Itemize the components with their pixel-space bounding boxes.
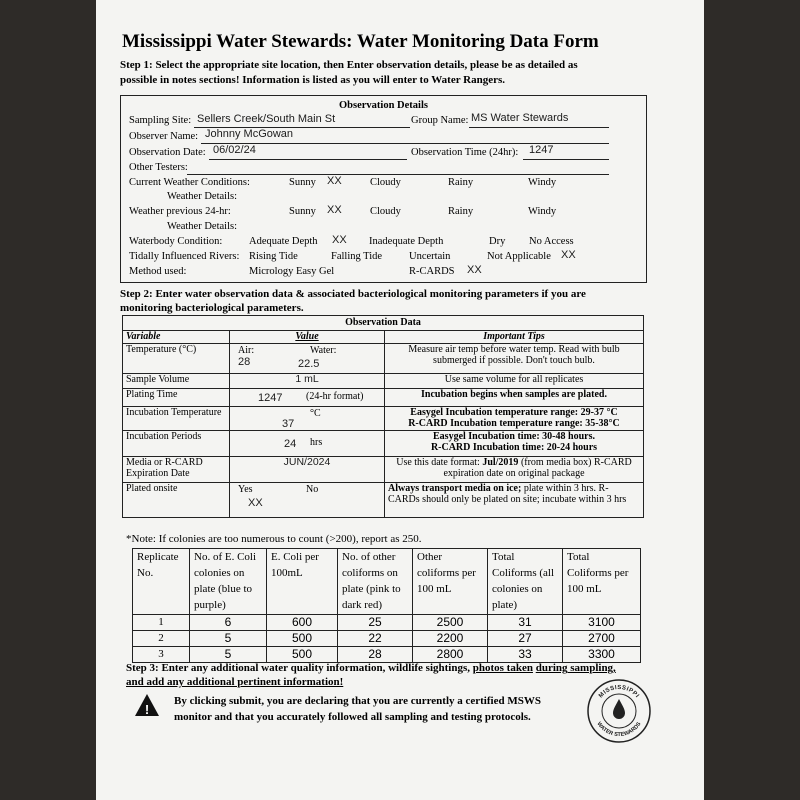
step3-seg4: sampling, and add any additional pertinent information! [126,662,616,688]
waterbody-mark: XX [332,234,347,246]
observation-details-box [120,95,647,283]
observer-name-input[interactable]: Johnny McGowan [205,128,294,140]
incubation-period-tip-easygel: Easygel Incubation time: 30-48 hours. [433,431,595,442]
method-rcards[interactable]: R-CARDS [409,266,455,277]
replicate-number: 3 [133,647,190,663]
tidal-uncertain[interactable]: Uncertain [409,251,451,262]
weather-prev-cloudy[interactable]: Cloudy [370,206,401,217]
header-ecoli-colonies: No. of E. Coli colonies on plate (blue to purple) [190,549,267,615]
temperature-value-cell [230,344,385,374]
tidal-na[interactable]: Not Applicable [487,251,551,262]
tidal-label: Tidally Influenced Rivers: [129,251,240,262]
step2-line2: monitoring bacteriological parameters. [120,302,304,314]
media-expiration-tip [385,457,644,483]
step3-seg1: Step 3: Enter any additional water quality information, wildlife sightings, [126,662,473,674]
current-weather-sunny[interactable]: Sunny [289,177,316,188]
temperature-tip: Measure air temp before water temp. Read with bulb submerged if possible. Don't touch bulb. [385,344,644,374]
plated-mark: XX [248,497,263,509]
col-value: Value [230,331,385,344]
temperature-label: Temperature (°C) [123,344,230,374]
step1-line2: possible in notes sections! Information is listed as you will enter to Water Rangers. [120,74,506,86]
observation-time-label: Observation Time (24hr): [411,147,519,158]
plating-time-format: (24-hr format) [306,391,364,402]
tidal-falling[interactable]: Falling Tide [331,251,383,262]
weather-prev-details-label: Weather Details: [167,221,237,232]
col-variable: Variable [123,331,230,344]
colonies-note: *Note: If colonies are too numerous to count (>200), report as 250. [126,533,422,545]
table-row [133,615,641,631]
header-total-colonies: Total Coliforms (all colonies on plate) [488,549,563,615]
weather-prev-label: Weather previous 24-hr: [129,206,231,217]
ecoli-colonies-cell[interactable]: 5 [190,631,267,647]
table-row [133,631,641,647]
incubation-temp-label: Incubation Temperature [123,407,230,431]
plating-time-input[interactable]: 1247 [258,392,283,404]
ecoli-colonies-cell[interactable]: 6 [190,615,267,631]
step2-line1: Step 2: Enter water observation data & associated bacteriological monitoring parameters if you are [120,288,586,300]
plated-yes[interactable]: Yes [238,484,253,495]
col-tips: Important Tips [385,331,644,344]
ecoli-per-100ml-cell[interactable]: 500 [267,631,338,647]
step3-photos: photos taken [472,662,533,674]
weather-prev-mark: XX [327,204,342,216]
incubation-period-input[interactable]: 24 [284,438,297,450]
other-per-100ml-cell[interactable]: 2800 [413,647,488,663]
sampling-site-input[interactable]: Sellers Creek/South Main St [197,113,336,125]
observer-name-label: Observer Name: [129,131,199,142]
total-colonies-cell[interactable]: 27 [488,631,563,647]
plated-tip-bold: Always transport media on ice; [388,483,522,494]
other-colonies-cell[interactable]: 25 [338,615,413,631]
plated-no[interactable]: No [306,484,319,495]
waterbody-dry[interactable]: Dry [489,236,506,247]
header-ecoli-per-100ml: E. Coli per 100mL [267,549,338,615]
step1-line1: Step 1: Select the appropriate site location, then Enter observation details, please be as detailed as [120,59,578,71]
observation-date-input[interactable]: 06/02/24 [213,144,256,156]
warning-icon [134,693,160,717]
disclaimer-line1: By clicking submit, you are declaring that you are currently a certified MSWS [174,695,541,707]
replicate-number: 1 [133,615,190,631]
incubation-temp-tip-easygel: Easygel Incubation temperature range: 29-37 °C [410,407,618,418]
water-label: Water: [310,345,337,356]
incubation-temp-tip [385,407,644,431]
disclaimer [174,693,541,725]
header-other-per-100ml: Other coliforms per 100 mL [413,549,488,615]
weather-prev-rainy[interactable]: Rainy [448,206,474,217]
form-page [96,0,704,800]
tidal-rising[interactable]: Rising Tide [249,251,298,262]
step3-during: during [535,662,568,674]
sample-volume-tip: Use same volume for all replicates [385,374,644,389]
method-label: Method used: [129,266,187,277]
incubation-period-tip-rcard: R-CARD Incubation time: 20-24 hours [430,442,598,453]
sample-volume-input[interactable]: 1 mL [230,374,385,389]
total-per-100ml-cell[interactable]: 3300 [563,647,641,663]
total-colonies-cell[interactable]: 33 [488,647,563,663]
media-tip-format: Jul/2019 [482,457,519,468]
waterbody-noaccess[interactable]: No Access [529,236,574,247]
replicate-number: 2 [133,631,190,647]
incubation-period-cell [230,431,385,457]
incubation-temp-cell [230,407,385,431]
media-expiration-label: Media or R-CARD Expiration Date [123,457,230,483]
incubation-period-tip [385,431,644,457]
current-weather-rainy[interactable]: Rainy [448,177,474,188]
logo-text-top: MISSISSIPPI [598,684,640,700]
waterbody-label: Waterbody Condition: [129,236,223,247]
plated-onsite-label: Plated onsite [123,483,230,518]
incubation-temp-unit: °C [310,408,321,419]
other-testers-label: Other Testers: [129,162,188,173]
plated-tip-rest: plate within 3 hrs. R-CARDs should only be plated on site; incubate within 3 hrs [388,483,627,505]
waterbody-inadequate[interactable]: Inadequate Depth [369,236,444,247]
group-name-input[interactable]: MS Water Stewards [471,112,569,124]
weather-details-label: Weather Details: [167,191,237,202]
weather-prev-sunny[interactable]: Sunny [289,206,316,217]
incubation-temp-input[interactable]: 37 [282,418,295,430]
sampling-site-label: Sampling Site: [129,115,192,126]
observation-data-table [122,315,644,518]
observation-time-input[interactable]: 1247 [529,144,554,156]
method-mark: XX [467,264,482,276]
form-title: Mississippi Water Stewards: Water Monitoring Data Form [122,31,599,52]
current-weather-label: Current Weather Conditions: [129,177,250,188]
current-weather-cloudy[interactable]: Cloudy [370,177,401,188]
ecoli-colonies-cell[interactable]: 5 [190,647,267,663]
incubation-period-unit: hrs [310,437,323,448]
mississippi-water-stewards-logo [586,678,652,744]
plated-onsite-tip [385,483,644,518]
observation-data-heading: Observation Data [123,316,644,331]
incubation-period-label: Incubation Periods [123,431,230,457]
media-expiration-input[interactable]: JUN/2024 [230,457,385,483]
warning-glyph: ! [144,702,150,717]
other-testers-input[interactable] [187,162,609,175]
air-temp-input[interactable]: 28 [238,356,251,368]
header-other-colonies: No. of other coliforms on plate (pink to dark red) [338,549,413,615]
ecoli-per-100ml-cell[interactable]: 600 [267,615,338,631]
observation-date-label: Observation Date: [129,147,206,158]
other-per-100ml-cell[interactable]: 2500 [413,615,488,631]
other-colonies-cell[interactable]: 28 [338,647,413,663]
step3-instructions [126,661,636,689]
plating-time-tip: Incubation begins when samples are plated. [385,389,644,407]
sample-volume-label: Sample Volume [123,374,230,389]
header-total-per-100ml: Total Coliforms per 100 mL [563,549,641,615]
plating-time-cell [230,389,385,407]
current-weather-windy[interactable]: Windy [528,177,557,188]
plating-time-label: Plating Time [123,389,230,407]
ecoli-per-100ml-cell[interactable]: 500 [267,647,338,663]
plated-onsite-cell [230,483,385,518]
logo-text-bottom: WATER STEWARDS [595,721,643,739]
weather-prev-windy[interactable]: Windy [528,206,557,217]
incubation-temp-tip-rcard: R-CARD Incubation temperature range: 35-38°C [408,418,620,429]
waterbody-adequate[interactable]: Adequate Depth [249,236,318,247]
total-colonies-cell[interactable]: 31 [488,615,563,631]
observation-details-heading: Observation Details [339,100,428,111]
replicate-table [132,548,641,663]
group-name-label: Group Name: [411,115,469,126]
step1-instructions [120,58,578,88]
other-colonies-cell[interactable]: 22 [338,631,413,647]
method-micrology[interactable]: Micrology Easy Gel [249,266,335,277]
tidal-mark: XX [561,249,576,261]
step2-instructions [120,287,586,315]
media-tip-post: (from media box) R-CARD expiration date on original package [443,457,632,479]
current-weather-mark: XX [327,175,342,187]
water-temp-input[interactable]: 22.5 [298,358,320,370]
total-per-100ml-cell[interactable]: 3100 [563,615,641,631]
header-replicate: Replicate No. [133,549,190,615]
media-tip-pre: Use this date format: [396,457,483,468]
total-per-100ml-cell[interactable]: 2700 [563,631,641,647]
air-label: Air: [238,345,255,356]
other-per-100ml-cell[interactable]: 2200 [413,631,488,647]
disclaimer-line2: monitor and that you accurately followed all sampling and testing protocols. [174,711,531,723]
